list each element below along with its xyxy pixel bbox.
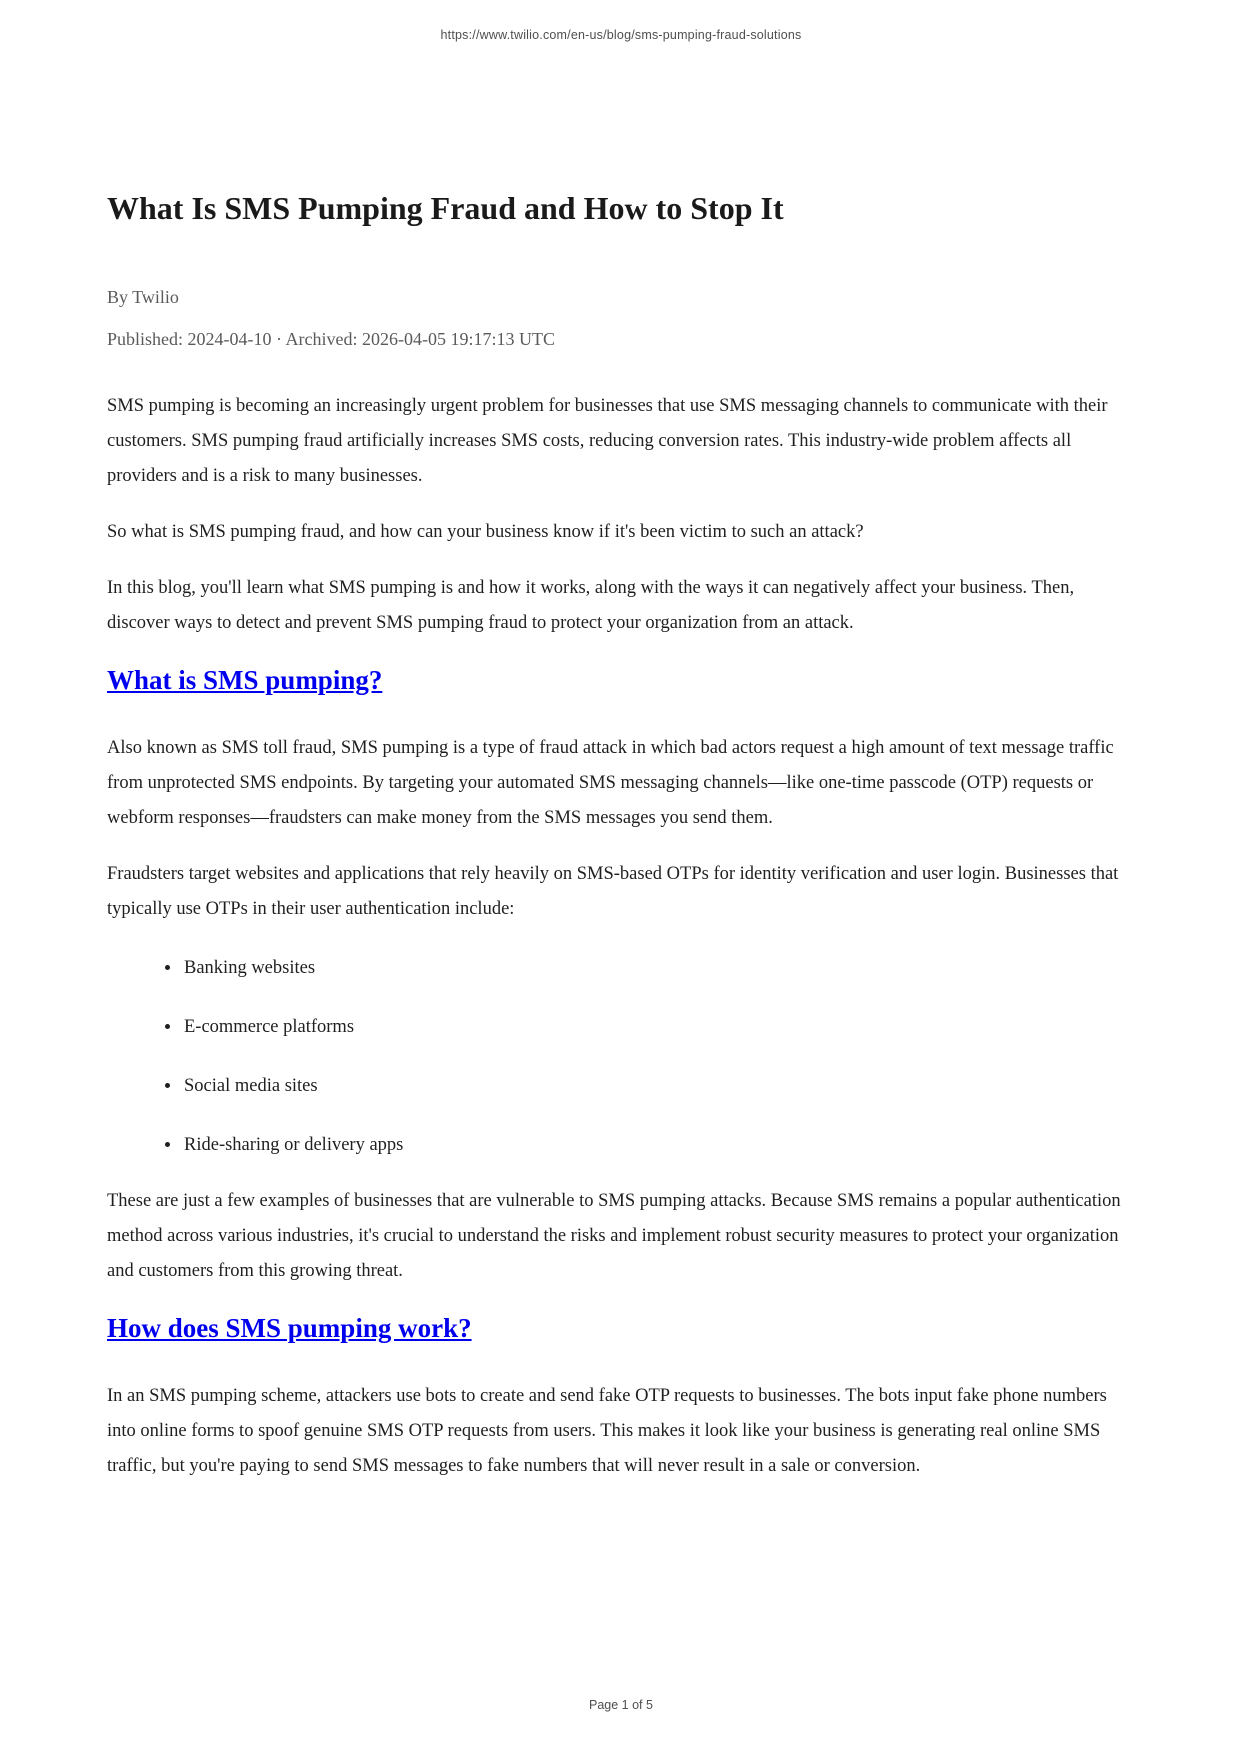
list-item: • Banking websites [182,951,1135,986]
otp-businesses-list [107,951,1135,1163]
list-item: • E-commerce platforms [182,1010,1135,1045]
page-number: Page 1 of 5 [589,1698,653,1712]
section-heading-how-does-sms-pumping-work [107,1311,1135,1345]
article-content [107,0,1135,1484]
intro-paragraph-1: SMS pumping is becoming an increasingly urgent problem for businesses that use SMS messaging channels to communicate with their customers. SMS pumping fraud artificially increases SMS costs, reducing conversion rates. This industry-wide problem affects all providers and is a risk to many businesses. [107,396,1108,486]
page-title: What Is SMS Pumping Fraud and How to Stop It [107,190,784,226]
section1-closing-paragraph: These are just a few examples of businesses that are vulnerable to SMS pumping attacks. Because SMS remains a popular authentication method across various industries, it's crucial to understand the risks and implement robust security measures to protect your organization and customers from this growing threat. [107,1191,1121,1281]
source-url: https://www.twilio.com/en-us/blog/sms-pumping-fraud-solutions [440,28,802,42]
section-heading-link[interactable]: What is SMS pumping? [107,665,383,695]
intro-paragraph-3: In this blog, you'll learn what SMS pumping is and how it works, along with the ways it can negatively affect your business. Then, discover ways to detect and prevent SMS pumping fraud to protect your organization from an attack. [107,578,1075,633]
section1-paragraph-2: Fraudsters target websites and applications that rely heavily on SMS-based OTPs for identity verification and user login. Businesses that typically use OTPs in their user authentication include: [107,864,1119,919]
section1-paragraph-1: Also known as SMS toll fraud, SMS pumping is a type of fraud attack in which bad actors request a high amount of text message traffic from unprotected SMS endpoints. By targeting your automated SMS messaging channels—like one-time passcode (OTP) requests or webform responses—fraudsters can make money from the SMS messages you send them. [107,738,1114,828]
section-heading-what-is-sms-pumping [107,663,1135,697]
byline: By Twilio [107,287,179,307]
list-item: • Ride-sharing or delivery apps [182,1128,1135,1163]
section2-paragraph-1: In an SMS pumping scheme, attackers use bots to create and send fake OTP requests to businesses. The bots input fake phone numbers into online forms to spoof genuine SMS OTP requests from users. This makes it look like your business is generating real online SMS traffic, but you're paying to send SMS messages to fake numbers that will never result in a sale or conversion. [107,1386,1107,1476]
publish-archive-meta: Published: 2024-04-10 · Archived: 2026-04-05 19:17:13 UTC [107,329,555,349]
list-item: • Social media sites [182,1069,1135,1104]
intro-paragraph-2: So what is SMS pumping fraud, and how can your business know if it's been victim to such an attack? [107,522,864,542]
section-heading-link[interactable]: How does SMS pumping work? [107,1313,472,1343]
